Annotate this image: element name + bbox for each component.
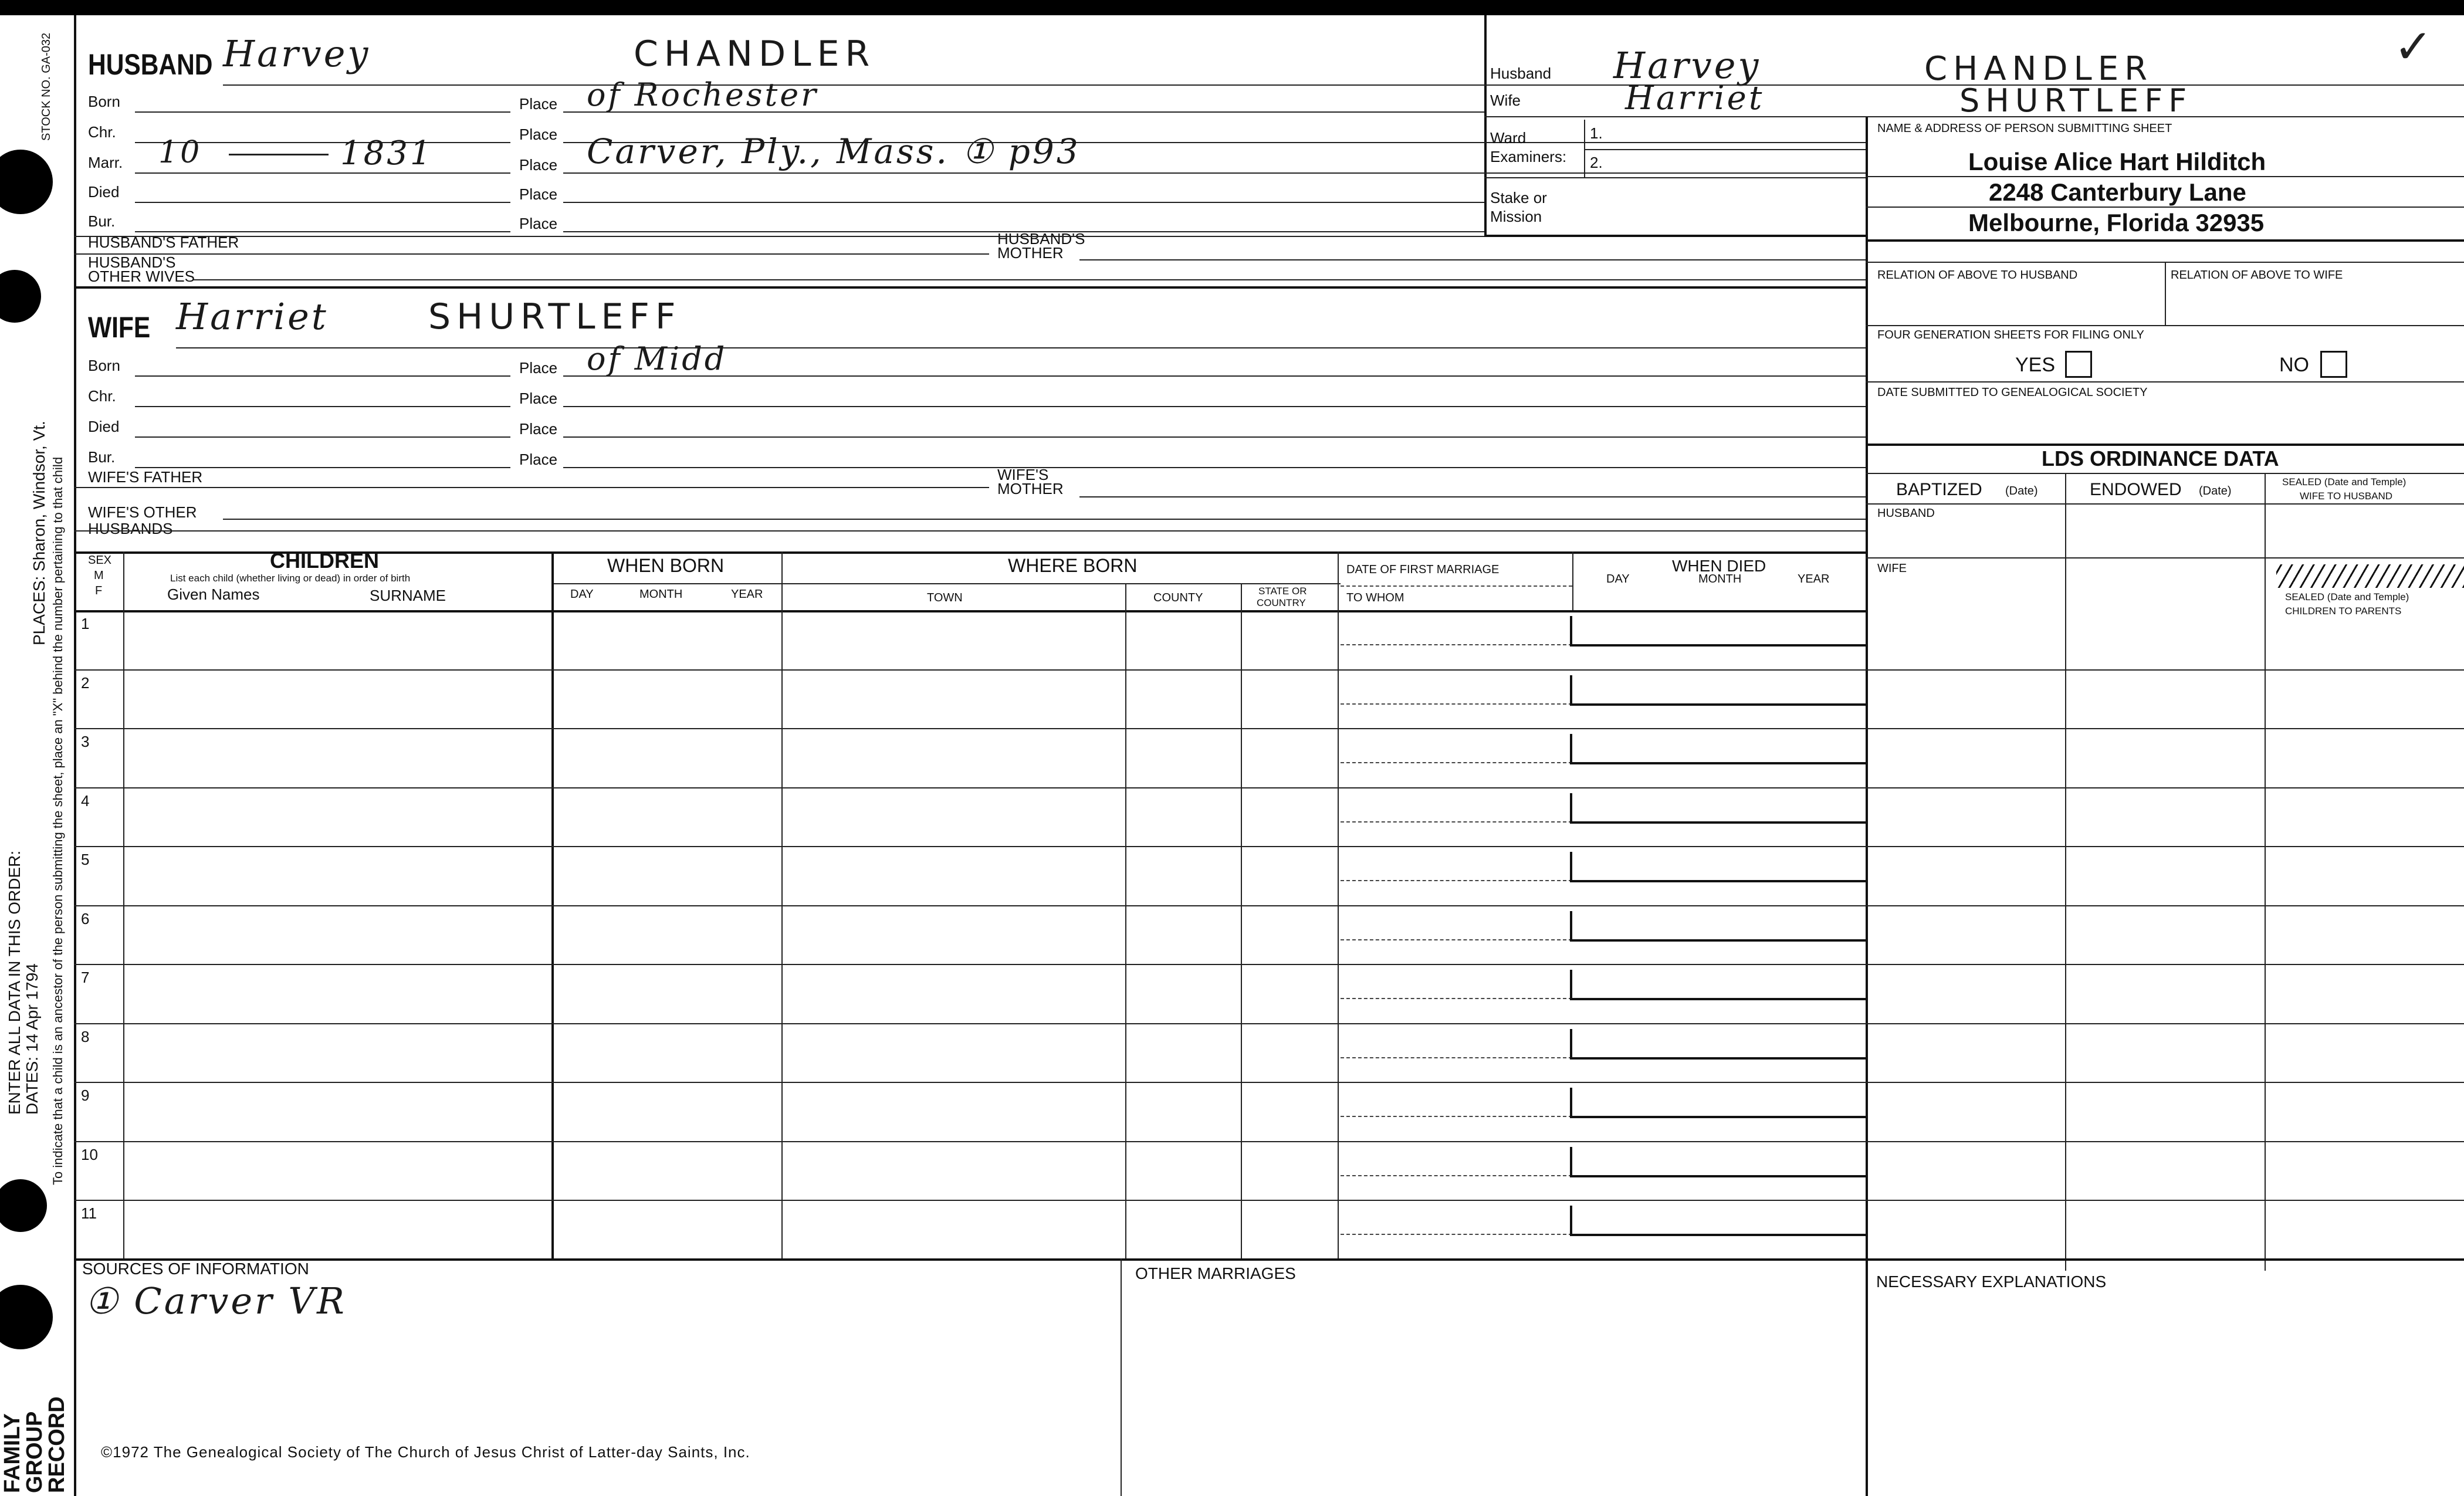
husband-born-place: of Rochester bbox=[587, 76, 818, 113]
lds-endowed: ENDOWED bbox=[2090, 480, 2182, 499]
lds-sealed-wife-1: SEALED (Date and Temple) bbox=[2282, 476, 2407, 488]
marriage-dash-line bbox=[1341, 703, 1572, 705]
wife-mother-label-2: MOTHER bbox=[997, 480, 1064, 497]
wife-born-label: Born bbox=[88, 357, 120, 374]
died-box-edge bbox=[1570, 734, 1572, 763]
no-label: NO bbox=[2279, 354, 2309, 376]
punch-hole bbox=[0, 1285, 53, 1349]
no-checkbox[interactable] bbox=[2320, 351, 2347, 378]
child-row-number: 6 bbox=[81, 909, 90, 928]
four-gen-label: FOUR GENERATION SHEETS FOR FILING ONLY bbox=[1877, 329, 2144, 341]
place-label: Place bbox=[519, 390, 558, 407]
lds-col-divider-1 bbox=[2065, 473, 2066, 1271]
marriage-dash-line bbox=[1341, 939, 1572, 940]
born-year-label: YEAR bbox=[731, 588, 763, 601]
died-box-edge bbox=[1570, 793, 1572, 823]
husband-died-label: Died bbox=[88, 183, 120, 201]
husband-heading: HUSBAND bbox=[88, 48, 213, 81]
where-born-label: WHERE BORN bbox=[1008, 555, 1138, 576]
child-row-line bbox=[74, 728, 2464, 729]
wife-given-name: Harriet bbox=[176, 295, 329, 338]
lds-husband-line bbox=[1866, 557, 2464, 559]
born-month-label: MONTH bbox=[639, 588, 683, 601]
marriage-dash-line bbox=[1341, 880, 1572, 881]
wife-other-husbands-1: WIFE'S OTHER bbox=[88, 503, 197, 521]
wife-mother-line bbox=[1079, 496, 1866, 497]
town-label: TOWN bbox=[927, 591, 963, 604]
children-instruction: List each child (whether living or dead) in order of birth bbox=[170, 573, 411, 584]
children-header-bottom bbox=[74, 610, 1866, 612]
side-dates: DATES: 14 Apr 1794 bbox=[23, 963, 41, 1115]
stake-label: Stake or bbox=[1490, 189, 1547, 207]
lds-col-divider-2 bbox=[2265, 473, 2266, 1271]
lds-wife-label: WIFE bbox=[1877, 562, 1907, 575]
place-label: Place bbox=[519, 420, 558, 438]
wife-born-line bbox=[135, 375, 510, 377]
died-day-label: DAY bbox=[1606, 573, 1630, 585]
date-submitted-bottom bbox=[1866, 444, 2464, 446]
top-border bbox=[0, 0, 2464, 15]
submitter-city: Melbourne, Florida 32935 bbox=[1968, 209, 2265, 236]
child-row-number: 2 bbox=[81, 673, 90, 692]
husband-died-place-line bbox=[563, 202, 1484, 203]
place-label: Place bbox=[519, 451, 558, 468]
child-row-number: 9 bbox=[81, 1087, 90, 1104]
husband-mother-line bbox=[1079, 259, 1866, 260]
examiner-1: 1. bbox=[1590, 124, 1603, 142]
punch-hole bbox=[0, 1179, 47, 1232]
child-row-line bbox=[74, 787, 2464, 788]
relation-bottom bbox=[1866, 325, 2464, 326]
lds-title-line bbox=[1866, 473, 2464, 474]
side-instruction: ENTER ALL DATA IN THIS ORDER: bbox=[5, 850, 23, 1115]
lds-title: LDS ORDINANCE DATA bbox=[2042, 446, 2279, 471]
header-right-bottom bbox=[1484, 235, 1866, 237]
header-husband-label: Husband bbox=[1490, 65, 1552, 82]
section-divider bbox=[74, 286, 1866, 289]
husband-born-place-line bbox=[563, 111, 1484, 113]
header-wife-surname: SHURTLEFF bbox=[1959, 82, 2193, 119]
wife-born-place: of Midd bbox=[587, 340, 727, 377]
husband-name-line bbox=[223, 84, 1484, 86]
wife-died-label: Died bbox=[88, 418, 120, 435]
children-given-names: Given Names bbox=[167, 585, 260, 603]
copyright: ©1972 The Genealogical Society of The Church of Jesus Christ of Latter-day Saints, Inc. bbox=[101, 1443, 750, 1461]
died-box-bottom bbox=[1570, 821, 1866, 824]
child-row-number: 3 bbox=[81, 733, 90, 750]
child-row-line bbox=[74, 1141, 2464, 1142]
wife-other-husbands-line-2 bbox=[74, 530, 1866, 532]
wife-chr-line bbox=[135, 406, 510, 407]
wife-other-husbands-2: HUSBANDS bbox=[88, 520, 173, 537]
relation-husband-label: RELATION OF ABOVE TO HUSBAND bbox=[1877, 269, 2078, 282]
other-marriages-label: OTHER MARRIAGES bbox=[1135, 1264, 1296, 1282]
husband-marr-place: Carver, Ply., Mass. ① p93 bbox=[587, 131, 1081, 171]
header-dash bbox=[1341, 585, 1572, 587]
husband-father-label: HUSBAND'S FATHER bbox=[88, 233, 239, 251]
header-wife-label: Wife bbox=[1490, 92, 1521, 109]
husband-other-wives-1: HUSBAND'S bbox=[88, 253, 176, 271]
col-town bbox=[1125, 583, 1126, 1258]
submitter-bottom bbox=[1866, 239, 2464, 242]
wife-bur-place-line bbox=[563, 467, 1866, 468]
husband-surname: CHANDLER bbox=[634, 33, 876, 75]
lds-header-line bbox=[1866, 503, 2464, 505]
born-subheader-line bbox=[551, 583, 1341, 584]
lds-sealed-children-2: CHILDREN TO PARENTS bbox=[2285, 605, 2402, 617]
wife-died-line bbox=[135, 436, 510, 438]
died-box-bottom bbox=[1570, 939, 1866, 942]
col-died bbox=[1572, 551, 1573, 610]
died-box-edge bbox=[1570, 1029, 1572, 1058]
child-row-number: 10 bbox=[81, 1145, 98, 1163]
yes-label: YES bbox=[2015, 354, 2056, 376]
child-row-number: 8 bbox=[81, 1027, 90, 1045]
child-row-line bbox=[74, 1082, 2464, 1083]
col-county bbox=[1241, 583, 1242, 1258]
four-gen-bottom bbox=[1866, 381, 2464, 383]
sex-label-3: F bbox=[95, 584, 103, 597]
side-places: PLACES: Sharon, Windsor, Vt. bbox=[30, 421, 48, 645]
submitter-street: 2248 Canterbury Lane bbox=[1989, 178, 2246, 206]
died-box-edge bbox=[1570, 852, 1572, 881]
child-row-number: 7 bbox=[81, 969, 90, 986]
sources-value: ① Carver VR bbox=[85, 1280, 347, 1322]
died-box-edge bbox=[1570, 616, 1572, 645]
header-wife-given: Harriet bbox=[1625, 79, 1765, 117]
child-row-number: 11 bbox=[81, 1204, 97, 1222]
marriage-dash-line bbox=[1341, 1057, 1572, 1058]
wife-chr-label: Chr. bbox=[88, 387, 116, 405]
husband-bur-line bbox=[135, 231, 510, 232]
died-year-label: YEAR bbox=[1798, 573, 1830, 585]
punch-hole bbox=[0, 270, 41, 323]
marriage-dash-line bbox=[1341, 821, 1572, 823]
marriage-dash-line bbox=[1341, 998, 1572, 999]
wife-surname: SHURTLEFF bbox=[428, 296, 682, 337]
lds-hatch bbox=[2276, 564, 2464, 588]
place-label: Place bbox=[519, 359, 558, 377]
state-label-1: STATE OR bbox=[1258, 585, 1307, 597]
yes-checkbox[interactable] bbox=[2065, 351, 2092, 378]
state-label-2: COUNTRY bbox=[1257, 597, 1306, 608]
husband-marr-place-line bbox=[563, 172, 1866, 174]
born-day-label: DAY bbox=[570, 588, 594, 601]
child-row-line bbox=[74, 669, 2464, 671]
child-row-line bbox=[74, 1023, 2464, 1024]
died-box-edge bbox=[1570, 970, 1572, 999]
punch-hole bbox=[0, 150, 53, 214]
died-box-bottom bbox=[1570, 1234, 1866, 1236]
wife-born-place-line bbox=[563, 375, 1866, 377]
child-row-line bbox=[74, 846, 2464, 847]
stock-number: STOCK NO. GA-032 bbox=[40, 32, 53, 141]
died-box-bottom bbox=[1570, 644, 1866, 647]
husband-bur-label: Bur. bbox=[88, 212, 116, 230]
header-husband-surname: CHANDLER bbox=[1924, 50, 2154, 88]
when-born-label: WHEN BORN bbox=[607, 555, 725, 576]
husband-died-line bbox=[135, 202, 510, 203]
husband-marr-day: 10 bbox=[158, 135, 202, 170]
wife-name-line bbox=[176, 347, 1866, 348]
husband-other-wives-line bbox=[194, 279, 1866, 280]
died-box-bottom bbox=[1570, 703, 1866, 706]
place-label: Place bbox=[519, 95, 558, 113]
sex-label-2: M bbox=[94, 569, 104, 582]
husband-given-name: Harvey bbox=[223, 32, 371, 75]
header-right-border bbox=[1484, 15, 1487, 236]
died-box-bottom bbox=[1570, 762, 1866, 764]
children-title: CHILDREN bbox=[270, 549, 379, 573]
marriage-dash-line bbox=[1341, 1175, 1572, 1176]
left-border bbox=[74, 15, 76, 1496]
examiner-line-2 bbox=[1484, 177, 1866, 178]
sources-label: SOURCES OF INFORMATION bbox=[82, 1260, 309, 1278]
husband-born-line bbox=[135, 111, 510, 113]
children-surname: SURNAME bbox=[370, 587, 446, 604]
header-wife-line bbox=[1484, 116, 2464, 117]
husband-born-label: Born bbox=[88, 93, 120, 110]
wife-mother-label-1: WIFE'S bbox=[997, 466, 1049, 483]
husband-mother-label-2: MOTHER bbox=[997, 244, 1064, 262]
child-row-line bbox=[74, 964, 2464, 965]
died-box-edge bbox=[1570, 1206, 1572, 1235]
when-died-label: WHEN DIED bbox=[1672, 557, 1766, 575]
husband-marr-dash bbox=[229, 154, 329, 155]
place-label: Place bbox=[519, 126, 558, 143]
relation-divider bbox=[2165, 262, 2166, 326]
husband-marr-year: 1831 bbox=[340, 134, 434, 172]
died-box-bottom bbox=[1570, 1116, 1866, 1118]
husband-chr-label: Chr. bbox=[88, 123, 116, 141]
right-section-border bbox=[1866, 117, 1868, 1496]
died-month-label: MONTH bbox=[1698, 573, 1742, 585]
wife-bur-label: Bur. bbox=[88, 448, 116, 466]
submitter-line-1 bbox=[1866, 176, 2464, 177]
died-box-edge bbox=[1570, 1147, 1572, 1176]
marriage-dash-line bbox=[1341, 762, 1572, 763]
child-row-number: 4 bbox=[81, 791, 90, 810]
lds-baptized: BAPTIZED bbox=[1896, 480, 1982, 499]
necessary-explanations-label: NECESSARY EXPLANATIONS bbox=[1876, 1272, 2107, 1291]
county-label: COUNTY bbox=[1153, 591, 1203, 604]
submitter-line-2 bbox=[1866, 207, 2464, 208]
relation-wife-label: RELATION OF ABOVE TO WIFE bbox=[2171, 269, 2343, 282]
husband-parents-line bbox=[74, 253, 989, 255]
footer-divider bbox=[1121, 1258, 1122, 1496]
header-check-mark: ✓ bbox=[2394, 21, 2433, 73]
wife-chr-place-line bbox=[563, 406, 1866, 407]
husband-marr-label: Marr. bbox=[88, 154, 123, 171]
submitter-label: NAME & ADDRESS OF PERSON SUBMITTING SHEET bbox=[1877, 122, 2172, 135]
husband-marr-line bbox=[135, 172, 510, 174]
child-row-line bbox=[74, 1200, 2464, 1201]
examiners-label: Examiners: bbox=[1490, 148, 1567, 165]
side-indicate: To indicate that a child is an ancestor of the person submitting the sheet, place an "X" behind the number pertaining to that child bbox=[50, 456, 65, 1185]
died-box-bottom bbox=[1570, 1175, 1866, 1177]
lds-sealed-children-1: SEALED (Date and Temple) bbox=[2285, 591, 2409, 603]
place-label: Place bbox=[519, 156, 558, 174]
examiner-line-1 bbox=[1584, 149, 1866, 150]
died-box-edge bbox=[1570, 675, 1572, 705]
ward-label: Ward bbox=[1490, 129, 1527, 147]
marriage-dash-line bbox=[1341, 1234, 1572, 1235]
died-box-bottom bbox=[1570, 1057, 1866, 1060]
first-marriage-label: DATE OF FIRST MARRIAGE bbox=[1346, 563, 1500, 576]
marriage-dash-line bbox=[1341, 1116, 1572, 1117]
died-box-bottom bbox=[1570, 880, 1866, 882]
header-husband-given: Harvey bbox=[1613, 44, 1761, 87]
lds-baptized-date: (Date) bbox=[2005, 485, 2038, 497]
wife-died-place-line bbox=[563, 436, 1866, 438]
wife-heading: WIFE bbox=[88, 311, 151, 344]
marriage-dash-line bbox=[1341, 644, 1572, 645]
place-label: Place bbox=[519, 215, 558, 232]
wife-father-label: WIFE'S FATHER bbox=[88, 468, 203, 486]
examiner-2: 2. bbox=[1590, 154, 1603, 171]
lds-husband-label: HUSBAND bbox=[1877, 507, 1935, 520]
children-bottom bbox=[74, 1258, 2464, 1261]
place-label: Place bbox=[519, 185, 558, 203]
died-box-bottom bbox=[1570, 998, 1866, 1000]
lds-endowed-date: (Date) bbox=[2199, 485, 2232, 497]
died-box-edge bbox=[1570, 1088, 1572, 1117]
form-title: FAMILY GROUP RECORD bbox=[0, 1396, 69, 1493]
child-row-number: 1 bbox=[81, 615, 90, 632]
husband-other-wives-2: OTHER WIVES bbox=[88, 268, 195, 285]
husband-mother-label-1: HUSBAND'S bbox=[997, 230, 1085, 248]
wife-parents-line bbox=[74, 487, 989, 488]
child-row-number: 5 bbox=[81, 851, 90, 868]
lds-sealed-wife-2: WIFE TO HUSBAND bbox=[2300, 490, 2393, 502]
died-box-edge bbox=[1570, 911, 1572, 940]
child-row-line bbox=[74, 905, 2464, 906]
wife-other-husbands-line bbox=[223, 519, 1866, 520]
submitter-name: Louise Alice Hart Hilditch bbox=[1968, 148, 2266, 175]
date-submitted-label: DATE SUBMITTED TO GENEALOGICAL SOCIETY bbox=[1877, 386, 2148, 399]
to-whom-label: TO WHOM bbox=[1346, 591, 1404, 604]
sex-label-1: SEX bbox=[88, 554, 112, 567]
mission-label: Mission bbox=[1490, 208, 1542, 225]
